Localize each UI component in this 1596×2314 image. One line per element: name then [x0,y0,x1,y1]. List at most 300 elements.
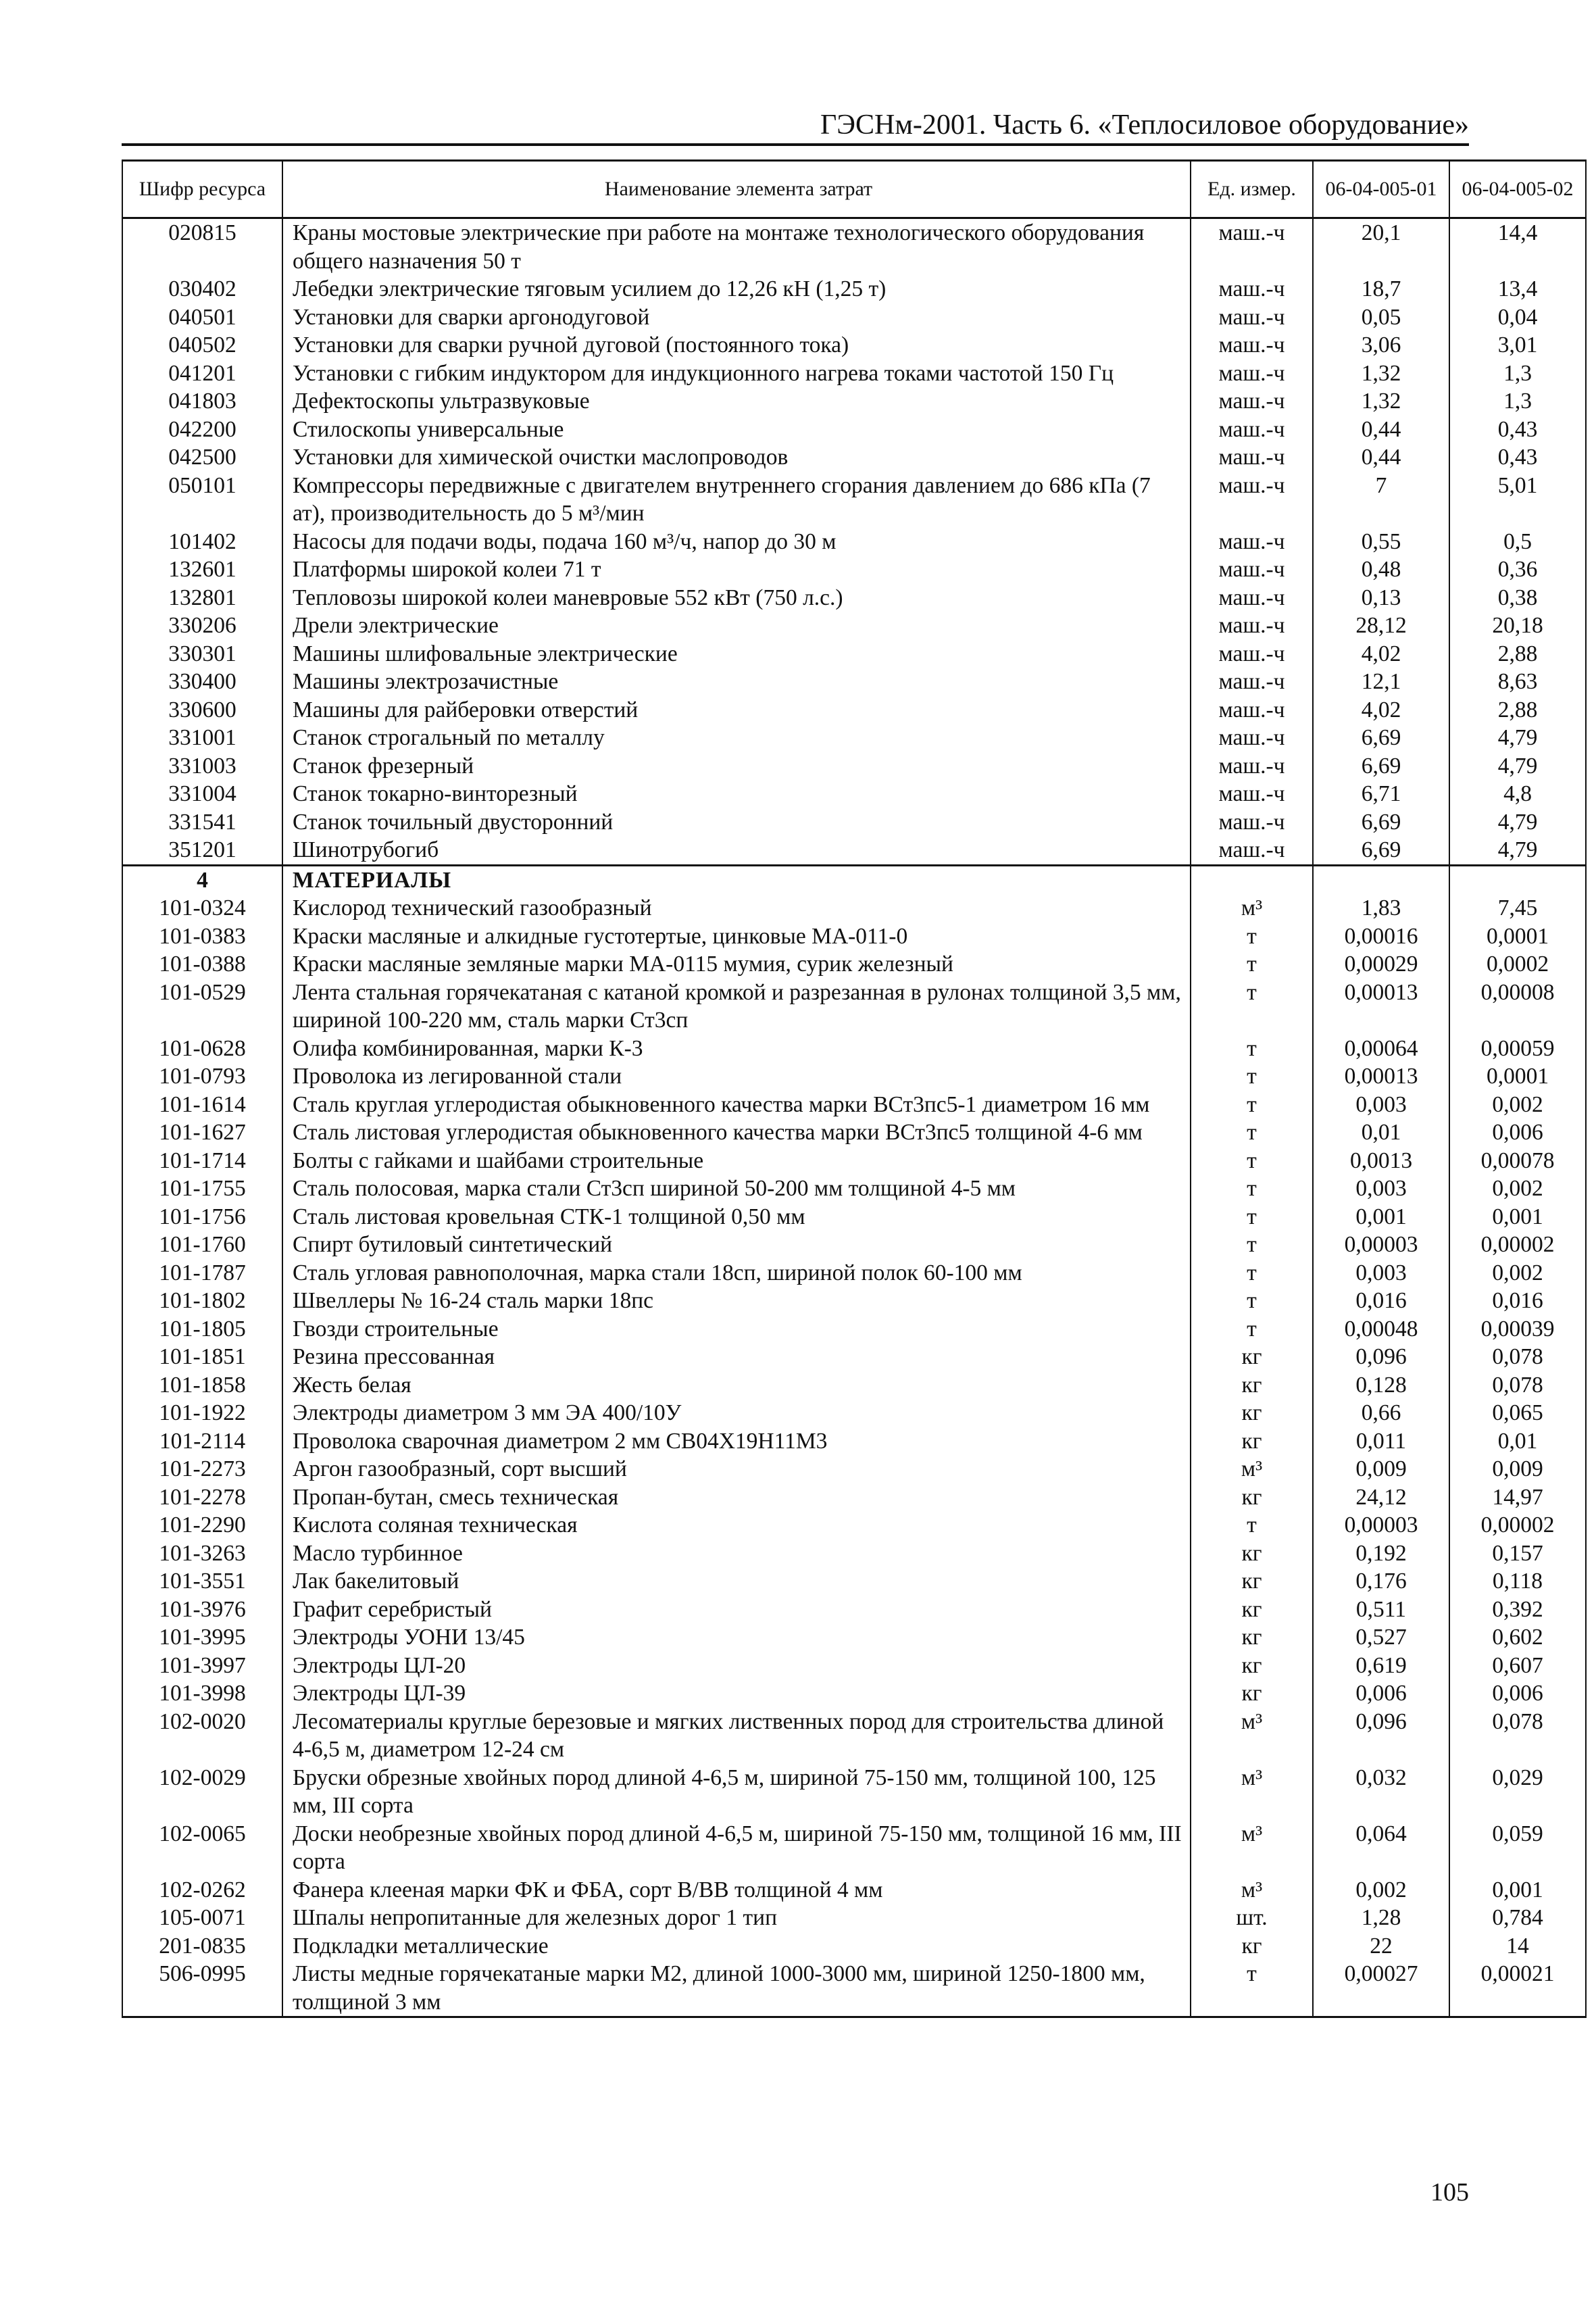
resource-name-cell: Подкладки металлические [282,1932,1191,1961]
unit-cell: маш.-ч [1191,218,1313,276]
table-row [122,331,1586,360]
value-06-04-005-02-cell: 0,392 [1449,1596,1586,1624]
resource-name-cell: Краски масляные земляные марки МА-0115 мумия, сурик железный [282,950,1191,979]
value-06-04-005-02-cell: 0,078 [1449,1371,1586,1400]
resource-name-cell: Электроды ЦЛ-20 [282,1652,1191,1680]
value-06-04-005-02-cell: 14,4 [1449,218,1586,276]
value-06-04-005-02-cell: 0,001 [1449,1876,1586,1904]
table-row [122,979,1586,1035]
value-06-04-005-02-cell: 0,002 [1449,1259,1586,1287]
value-06-04-005-01-cell: 0,13 [1313,584,1449,612]
value-06-04-005-01-cell: 6,71 [1313,780,1449,808]
table-row [122,640,1586,668]
value-06-04-005-02-cell: 0,04 [1449,303,1586,332]
resource-code-cell: 040502 [122,331,282,360]
value-06-04-005-01-cell: 20,1 [1313,218,1449,276]
value-06-04-005-01-cell: 18,7 [1313,275,1449,303]
resource-code-cell: 101-3998 [122,1679,282,1708]
unit-cell: м³ [1191,1764,1313,1820]
value-06-04-005-02-cell: 0,157 [1449,1540,1586,1568]
table-row [122,556,1586,584]
resource-name-cell: Лента стальная горячекатаная с катаной кромкой и разрезанная в рулонах толщиной 3,5 мм, шириной 100-220 мм, сталь марки Ст3сп [282,979,1191,1035]
section-header-row [122,865,1586,894]
resource-code-cell: 330600 [122,696,282,724]
resource-code-cell: 101-2290 [122,1511,282,1540]
value-06-04-005-02-cell: 5,01 [1449,472,1586,528]
value-06-04-005-02-cell: 0,38 [1449,584,1586,612]
unit-cell: маш.-ч [1191,443,1313,472]
page-number: 105 [1430,2178,1469,2207]
value-06-04-005-01-cell: 0,527 [1313,1623,1449,1652]
table-row [122,752,1586,781]
value-06-04-005-01-cell: 0,011 [1313,1427,1449,1456]
resource-name-cell: Машины шлифовальные электрические [282,640,1191,668]
table-row [122,1091,1586,1119]
value-06-04-005-02-cell: 3,01 [1449,331,1586,360]
resource-code-cell: 331004 [122,780,282,808]
unit-cell: т [1191,1203,1313,1231]
resource-name-cell: Станок фрезерный [282,752,1191,781]
value-06-04-005-01-cell: 7 [1313,472,1449,528]
resource-name-cell: Дефектоскопы ультразвуковые [282,387,1191,416]
resource-name-cell: Установки для сварки ручной дуговой (постоянного тока) [282,331,1191,360]
resource-name-cell: Краны мостовые электрические при работе на монтаже технологического оборудования общего назначения 50 т [282,218,1191,276]
value-06-04-005-02-cell: 0,43 [1449,416,1586,444]
value-06-04-005-01-cell: 0,00029 [1313,950,1449,979]
table-row [122,1147,1586,1175]
resource-name-cell: Проволока из легированной стали [282,1062,1191,1091]
table-row [122,1343,1586,1371]
value-06-04-005-01-cell: 0,00013 [1313,979,1449,1035]
unit-cell: т [1191,922,1313,951]
resource-code-cell: 102-0029 [122,1764,282,1820]
resource-name-cell: Сталь листовая углеродистая обыкновенного качества марки ВСт3пс5 толщиной 4-6 мм [282,1118,1191,1147]
table-row [122,443,1586,472]
value-06-04-005-02-cell: 4,79 [1449,836,1586,865]
table-row [122,1399,1586,1427]
value-06-04-005-02-cell: 0,01 [1449,1427,1586,1456]
unit-cell: т [1191,1259,1313,1287]
page-header: ГЭСНм-2001. Часть 6. «Теплосиловое оборудование» [820,109,1469,141]
table-row [122,1820,1586,1876]
resource-code-cell: 331003 [122,752,282,781]
value-06-04-005-02-cell: 4,79 [1449,752,1586,781]
resource-code-cell: 040501 [122,303,282,332]
unit-cell: кг [1191,1399,1313,1427]
unit-cell: т [1191,1035,1313,1063]
resource-name-cell: Тепловозы широкой колеи маневровые 552 кВт (750 л.с.) [282,584,1191,612]
unit-cell: маш.-ч [1191,416,1313,444]
value-06-04-005-01-cell: 0,00064 [1313,1035,1449,1063]
value-06-04-005-02-cell: 0,078 [1449,1708,1586,1764]
resource-table [122,159,1587,2018]
resource-code-cell: 330206 [122,612,282,640]
unit-cell: маш.-ч [1191,472,1313,528]
resource-code-cell: 101-3997 [122,1652,282,1680]
value-06-04-005-01-cell: 12,1 [1313,668,1449,696]
resource-code-cell: 020815 [122,218,282,276]
resource-code-cell: 101-0383 [122,922,282,951]
value-06-04-005-02-cell: 0,0001 [1449,1062,1586,1091]
table-row [122,1035,1586,1063]
empty-cell [1313,865,1449,894]
table-row [122,724,1586,752]
value-06-04-005-02-cell: 0,0001 [1449,922,1586,951]
value-06-04-005-02-cell: 2,88 [1449,640,1586,668]
value-06-04-005-01-cell: 1,28 [1313,1904,1449,1932]
value-06-04-005-01-cell: 0,01 [1313,1118,1449,1147]
resource-name-cell: Бруски обрезные хвойных пород длиной 4-6,5 м, шириной 75-150 мм, толщиной 100, 125 мм, III сорта [282,1764,1191,1820]
resource-code-cell: 101-2273 [122,1455,282,1483]
unit-cell: т [1191,950,1313,979]
table-row [122,1483,1586,1512]
resource-code-cell: 105-0071 [122,1904,282,1932]
value-06-04-005-02-cell: 0,00059 [1449,1035,1586,1063]
value-06-04-005-01-cell: 0,00013 [1313,1062,1449,1091]
value-06-04-005-01-cell: 3,06 [1313,331,1449,360]
value-06-04-005-02-cell: 0,118 [1449,1567,1586,1596]
resource-name-cell: Болты с гайками и шайбами строительные [282,1147,1191,1175]
resource-name-cell: Масло турбинное [282,1540,1191,1568]
unit-cell: маш.-ч [1191,331,1313,360]
unit-cell: кг [1191,1596,1313,1624]
resource-name-cell: Шпалы непропитанные для железных дорог 1 тип [282,1904,1191,1932]
table-row [122,1371,1586,1400]
resource-code-cell: 331001 [122,724,282,752]
resource-code-cell: 042200 [122,416,282,444]
resource-code-cell: 101-2114 [122,1427,282,1456]
table-row [122,275,1586,303]
value-06-04-005-02-cell: 0,607 [1449,1652,1586,1680]
resource-name-cell: Пропан-бутан, смесь техническая [282,1483,1191,1512]
resource-code-cell: 101-3976 [122,1596,282,1624]
unit-cell: м³ [1191,1876,1313,1904]
resource-name-cell: Листы медные горячекатаные марки М2, длиной 1000-3000 мм, шириной 1250-1800 мм, толщиной 3 мм [282,1960,1191,2017]
resource-name-cell: Электроды диаметром 3 мм ЭА 400/10У [282,1399,1191,1427]
resource-name-cell: Станок токарно-винторезный [282,780,1191,808]
value-06-04-005-02-cell: 0,002 [1449,1175,1586,1203]
value-06-04-005-01-cell: 6,69 [1313,752,1449,781]
resource-name-cell: Краски масляные и алкидные густотертые, цинковые МА-011-0 [282,922,1191,951]
unit-cell: маш.-ч [1191,808,1313,837]
resource-name-cell: Кислород технический газообразный [282,894,1191,922]
resource-name-cell: Сталь угловая равнополочная, марка стали 18сп, шириной полок 60-100 мм [282,1259,1191,1287]
value-06-04-005-02-cell: 0,078 [1449,1343,1586,1371]
value-06-04-005-02-cell: 0,059 [1449,1820,1586,1876]
resource-code-cell: 102-0262 [122,1876,282,1904]
resource-code-cell: 041201 [122,360,282,388]
resource-code-cell: 101-1851 [122,1343,282,1371]
table-row [122,1540,1586,1568]
resource-code-cell: 132801 [122,584,282,612]
value-06-04-005-02-cell: 7,45 [1449,894,1586,922]
resource-name-cell: Фанера клееная марки ФК и ФБА, сорт В/ВВ толщиной 4 мм [282,1876,1191,1904]
resource-name-cell: Компрессоры передвижные с двигателем внутреннего сгорания давлением до 686 кПа (7 ат), производительность до 5 м³/мин [282,472,1191,528]
table-row [122,1231,1586,1259]
table-row [122,472,1586,528]
value-06-04-005-01-cell: 4,02 [1313,696,1449,724]
value-06-04-005-01-cell: 0,003 [1313,1175,1449,1203]
column-header-unit: Ед. измер. [1191,161,1313,218]
resource-name-cell: Насосы для подачи воды, подача 160 м³/ч, напор до 30 м [282,528,1191,556]
table-row [122,360,1586,388]
unit-cell: т [1191,1315,1313,1344]
resource-name-cell: Установки для химической очистки маслопроводов [282,443,1191,472]
value-06-04-005-01-cell: 0,096 [1313,1708,1449,1764]
value-06-04-005-01-cell: 0,44 [1313,416,1449,444]
value-06-04-005-01-cell: 28,12 [1313,612,1449,640]
unit-cell: маш.-ч [1191,556,1313,584]
resource-code-cell: 101-1627 [122,1118,282,1147]
resource-code-cell: 101-3263 [122,1540,282,1568]
value-06-04-005-01-cell: 0,192 [1313,1540,1449,1568]
value-06-04-005-02-cell: 0,009 [1449,1455,1586,1483]
table-row [122,808,1586,837]
table-row [122,780,1586,808]
resource-code-cell: 102-0065 [122,1820,282,1876]
value-06-04-005-02-cell: 0,00021 [1449,1960,1586,2017]
resource-code-cell: 101-0324 [122,894,282,922]
resource-code-cell: 101-3551 [122,1567,282,1596]
value-06-04-005-02-cell: 0,36 [1449,556,1586,584]
resource-name-cell: Аргон газообразный, сорт высший [282,1455,1191,1483]
unit-cell: т [1191,1287,1313,1315]
unit-cell: м³ [1191,1708,1313,1764]
unit-cell: маш.-ч [1191,724,1313,752]
value-06-04-005-02-cell: 1,3 [1449,387,1586,416]
unit-cell: маш.-ч [1191,387,1313,416]
value-06-04-005-02-cell: 0,016 [1449,1287,1586,1315]
table-header-row [122,161,1586,218]
empty-cell [1191,865,1313,894]
resource-name-cell: Шинотрубогиб [282,836,1191,865]
value-06-04-005-01-cell: 0,48 [1313,556,1449,584]
resource-code-cell: 101-1760 [122,1231,282,1259]
value-06-04-005-01-cell: 0,176 [1313,1567,1449,1596]
table-row [122,1259,1586,1287]
unit-cell: кг [1191,1623,1313,1652]
table-row [122,1652,1586,1680]
value-06-04-005-01-cell: 1,32 [1313,387,1449,416]
unit-cell: кг [1191,1567,1313,1596]
value-06-04-005-01-cell: 0,0013 [1313,1147,1449,1175]
table-row [122,1596,1586,1624]
resource-name-cell: Лебедки электрические тяговым усилием до 12,26 кН (1,25 т) [282,275,1191,303]
resource-code-cell: 101-0529 [122,979,282,1035]
section-number: 4 [122,865,282,894]
value-06-04-005-01-cell: 0,096 [1313,1343,1449,1371]
value-06-04-005-02-cell: 4,79 [1449,808,1586,837]
table-row [122,1118,1586,1147]
value-06-04-005-01-cell: 0,66 [1313,1399,1449,1427]
table-row [122,894,1586,922]
value-06-04-005-02-cell: 0,00008 [1449,979,1586,1035]
unit-cell: кг [1191,1427,1313,1456]
table-row [122,303,1586,332]
unit-cell: маш.-ч [1191,303,1313,332]
table-row [122,1960,1586,2017]
value-06-04-005-01-cell: 0,55 [1313,528,1449,556]
value-06-04-005-02-cell: 0,5 [1449,528,1586,556]
resource-name-cell: Сталь круглая углеродистая обыкновенного качества марки ВСт3пс5-1 диаметром 16 мм [282,1091,1191,1119]
unit-cell: маш.-ч [1191,780,1313,808]
value-06-04-005-01-cell: 1,32 [1313,360,1449,388]
value-06-04-005-02-cell: 4,79 [1449,724,1586,752]
resource-name-cell: Дрели электрические [282,612,1191,640]
resource-code-cell: 101-1802 [122,1287,282,1315]
header-rule [122,143,1469,146]
resource-name-cell: Резина прессованная [282,1343,1191,1371]
unit-cell: маш.-ч [1191,836,1313,865]
resource-code-cell: 330301 [122,640,282,668]
value-06-04-005-01-cell: 0,00016 [1313,922,1449,951]
value-06-04-005-01-cell: 4,02 [1313,640,1449,668]
table-row [122,668,1586,696]
table-row [122,950,1586,979]
value-06-04-005-01-cell: 0,619 [1313,1652,1449,1680]
value-06-04-005-01-cell: 0,006 [1313,1679,1449,1708]
resource-code-cell: 101-2278 [122,1483,282,1512]
unit-cell: т [1191,1118,1313,1147]
value-06-04-005-02-cell: 0,006 [1449,1679,1586,1708]
resource-code-cell: 050101 [122,472,282,528]
resource-name-cell: Электроды ЦЛ-39 [282,1679,1191,1708]
value-06-04-005-02-cell: 2,88 [1449,696,1586,724]
table-row [122,1427,1586,1456]
table-row [122,696,1586,724]
value-06-04-005-01-cell: 24,12 [1313,1483,1449,1512]
value-06-04-005-01-cell: 0,064 [1313,1820,1449,1876]
resource-code-cell: 330400 [122,668,282,696]
table-row [122,1764,1586,1820]
value-06-04-005-02-cell: 0,43 [1449,443,1586,472]
resource-name-cell: Машины электрозачистные [282,668,1191,696]
resource-name-cell: Проволока сварочная диаметром 2 мм СВ04Х19Н11М3 [282,1427,1191,1456]
column-header-06-04-005-02: 06-04-005-02 [1449,161,1586,218]
resource-code-cell: 101-1714 [122,1147,282,1175]
resource-name-cell: Стилоскопы универсальные [282,416,1191,444]
unit-cell: маш.-ч [1191,275,1313,303]
value-06-04-005-01-cell: 0,003 [1313,1259,1449,1287]
table-row [122,1455,1586,1483]
resource-code-cell: 101-0628 [122,1035,282,1063]
table-row [122,1623,1586,1652]
unit-cell: т [1191,1091,1313,1119]
resource-code-cell: 101-3995 [122,1623,282,1652]
resource-code-cell: 101-1805 [122,1315,282,1344]
resource-name-cell: Лак бакелитовый [282,1567,1191,1596]
resource-code-cell: 101-0793 [122,1062,282,1091]
resource-name-cell: Установки с гибким индуктором для индукционного нагрева токами частотой 150 Гц [282,360,1191,388]
table-row [122,1315,1586,1344]
resource-name-cell: Жесть белая [282,1371,1191,1400]
resource-code-cell: 101-1922 [122,1399,282,1427]
value-06-04-005-02-cell: 0,0002 [1449,950,1586,979]
resource-name-cell: Гвозди строительные [282,1315,1191,1344]
resource-name-cell: Установки для сварки аргонодуговой [282,303,1191,332]
unit-cell: маш.-ч [1191,584,1313,612]
unit-cell: т [1191,1175,1313,1203]
table-row [122,416,1586,444]
column-header-code: Шифр ресурса [122,161,282,218]
resource-code-cell: 101402 [122,528,282,556]
value-06-04-005-01-cell: 0,001 [1313,1203,1449,1231]
value-06-04-005-01-cell: 6,69 [1313,724,1449,752]
resource-name-cell: Машины для райберовки отверстий [282,696,1191,724]
unit-cell: кг [1191,1679,1313,1708]
value-06-04-005-02-cell: 0,00002 [1449,1511,1586,1540]
value-06-04-005-01-cell: 0,44 [1313,443,1449,472]
value-06-04-005-01-cell: 0,00003 [1313,1511,1449,1540]
unit-cell: кг [1191,1483,1313,1512]
table-row [122,584,1586,612]
table-row [122,1062,1586,1091]
resource-name-cell: Кислота соляная техническая [282,1511,1191,1540]
unit-cell: м³ [1191,1455,1313,1483]
resource-code-cell: 042500 [122,443,282,472]
table-row [122,1932,1586,1961]
unit-cell: кг [1191,1540,1313,1568]
value-06-04-005-02-cell: 8,63 [1449,668,1586,696]
resource-name-cell: Лесоматериалы круглые березовые и мягких лиственных пород для строительства длиной 4-6,5 м, диаметром 12-24 см [282,1708,1191,1764]
unit-cell: кг [1191,1652,1313,1680]
resource-code-cell: 331541 [122,808,282,837]
table-row [122,528,1586,556]
unit-cell: маш.-ч [1191,696,1313,724]
value-06-04-005-01-cell: 0,511 [1313,1596,1449,1624]
resource-code-cell: 101-1787 [122,1259,282,1287]
value-06-04-005-01-cell: 0,002 [1313,1876,1449,1904]
value-06-04-005-01-cell: 0,128 [1313,1371,1449,1400]
resource-code-cell: 030402 [122,275,282,303]
unit-cell: маш.-ч [1191,528,1313,556]
resource-name-cell: Сталь полосовая, марка стали Ст3сп шириной 50-200 мм толщиной 4-5 мм [282,1175,1191,1203]
value-06-04-005-02-cell: 0,001 [1449,1203,1586,1231]
value-06-04-005-02-cell: 0,00078 [1449,1147,1586,1175]
resource-code-cell: 101-1858 [122,1371,282,1400]
table-row [122,1679,1586,1708]
empty-cell [1449,865,1586,894]
table-row [122,836,1586,865]
resource-code-cell: 506-0995 [122,1960,282,2017]
value-06-04-005-01-cell: 0,032 [1313,1764,1449,1820]
unit-cell: маш.-ч [1191,612,1313,640]
column-header-name: Наименование элемента затрат [282,161,1191,218]
resource-name-cell: Электроды УОНИ 13/45 [282,1623,1191,1652]
table-row [122,218,1586,276]
value-06-04-005-01-cell: 0,009 [1313,1455,1449,1483]
unit-cell: м³ [1191,894,1313,922]
unit-cell: т [1191,1062,1313,1091]
unit-cell: т [1191,1231,1313,1259]
resource-code-cell: 201-0835 [122,1932,282,1961]
value-06-04-005-01-cell: 6,69 [1313,836,1449,865]
unit-cell: м³ [1191,1820,1313,1876]
unit-cell: кг [1191,1343,1313,1371]
resource-code-cell: 101-1614 [122,1091,282,1119]
table-row [122,922,1586,951]
unit-cell: т [1191,1960,1313,2017]
resource-code-cell: 041803 [122,387,282,416]
resource-name-cell: Швеллеры № 16-24 сталь марки 18пс [282,1287,1191,1315]
value-06-04-005-02-cell: 0,00002 [1449,1231,1586,1259]
resource-name-cell: Станок строгальный по металлу [282,724,1191,752]
value-06-04-005-02-cell: 20,18 [1449,612,1586,640]
table-row [122,1904,1586,1932]
unit-cell: маш.-ч [1191,360,1313,388]
value-06-04-005-02-cell: 1,3 [1449,360,1586,388]
table-row [122,1876,1586,1904]
